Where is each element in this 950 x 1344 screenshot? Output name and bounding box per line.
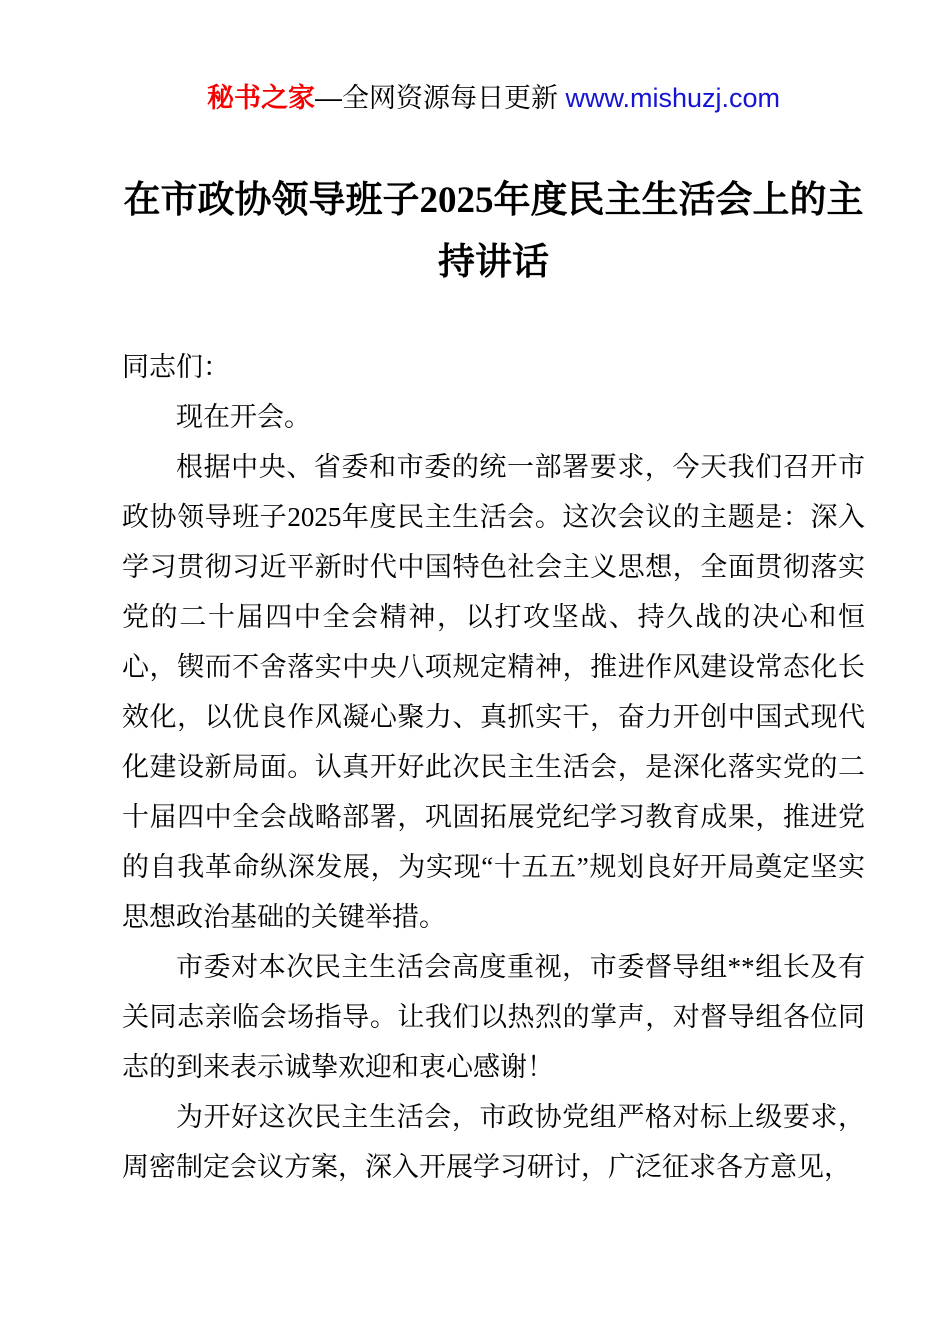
paragraph: 为开好这次民主生活会，市政协党组严格对标上级要求，周密制定会议方案，深入开展学习研讨，广泛征求各方意见，: [122, 1102, 865, 1182]
site-header: [122, 78, 865, 118]
paragraph: 根据中央、省委和市委的统一部署要求，今天我们召开市政协领导班子2025年度民主生活会。这次会议的主题是：深入学习贯彻习近平新时代中国特色社会主义思想，全面贯彻落实党的二十届四中全会精神，以打攻坚战、持久战的决心和恒心，锲而不舍落实中央八项规定精神，推进作风建设常态化长效化，以优良作风凝心聚力、真抓实干，奋力开创中国式现代化建设新局面。认真开好此次民主生活会，是深化落实党的二十届四中全会战略部署，巩固拓展党纪学习教育成果，推进党的自我革命纵深发展，为实现“十五五”规划良好开局奠定坚实思想政治基础的关键举措。: [122, 452, 865, 932]
document-body: [122, 342, 865, 1192]
document-title: 在市政协领导班子2025年度民主生活会上的主持讲话: [123, 180, 864, 283]
paragraph: 市委对本次民主生活会高度重视，市委督导组**组长及有关同志亲临会场指导。让我们以热烈的掌声，对督导组各位同志的到来表示诚挚欢迎和衷心感谢！: [122, 952, 865, 1082]
tagline-text: —全网资源每日更新: [314, 83, 566, 113]
paragraph: 现在开会。: [176, 402, 311, 432]
brand-text: 秘书之家: [206, 83, 315, 113]
site-url-link[interactable]: www.mishuzj.com: [565, 83, 781, 113]
paragraph: 同志们：: [122, 352, 230, 382]
